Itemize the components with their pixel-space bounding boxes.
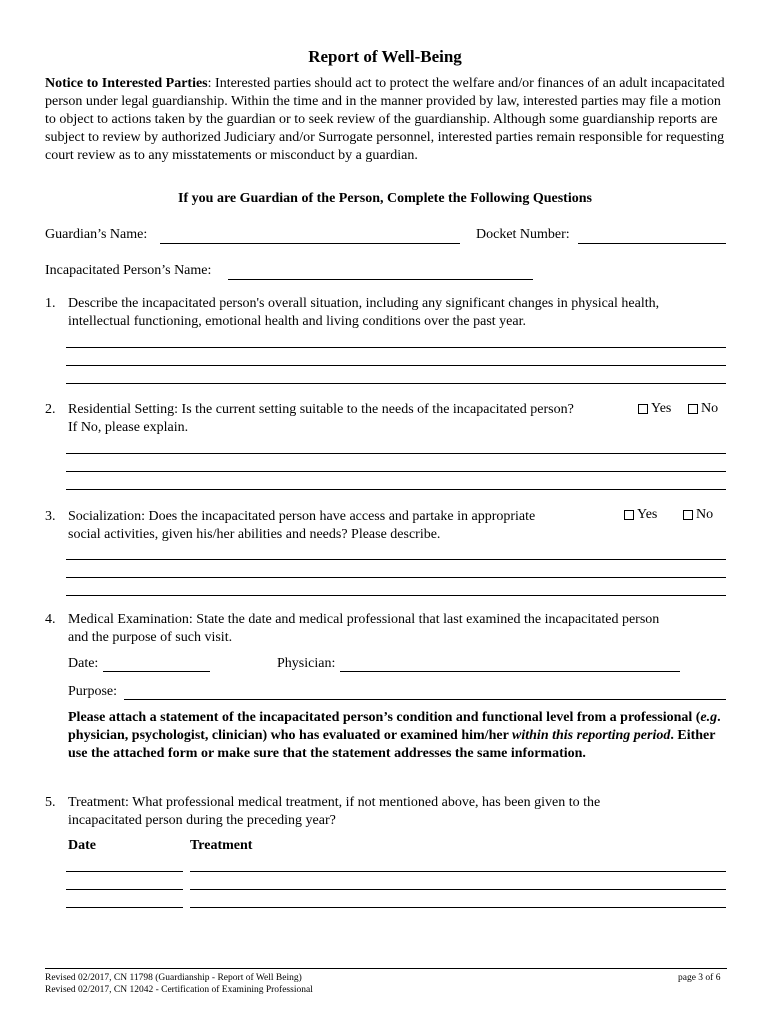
question-number: 3.	[45, 509, 56, 524]
answer-line[interactable]	[66, 471, 726, 472]
answer-line[interactable]	[66, 595, 726, 596]
treatment-date-field[interactable]	[66, 871, 183, 872]
answer-line[interactable]	[66, 347, 726, 348]
guardian-name-field[interactable]	[160, 243, 460, 244]
question-5	[45, 794, 735, 834]
residential-no-checkbox[interactable]	[688, 401, 718, 417]
guardian-name-label: Guardian’s Name:	[45, 227, 148, 242]
checkbox-label: No	[696, 507, 714, 522]
answer-line[interactable]	[66, 383, 726, 384]
treatment-date-field[interactable]	[66, 907, 183, 908]
question-number: 4.	[45, 612, 56, 627]
checkbox-square[interactable]	[624, 510, 634, 520]
question-text: Describe the incapacitated person's overall situation, including any significant changes in physical health, intellectual functioning, emotional health and living conditions over the past year.	[68, 296, 660, 329]
residential-yes-checkbox[interactable]	[638, 401, 671, 417]
treatment-date-field[interactable]	[66, 889, 183, 890]
question-text: Treatment: What professional medical treatment, if not mentioned above, has been given to the incapacitated person during the preceding year?	[68, 795, 601, 828]
notice-body: : Interested parties should act to protect the welfare and/or finances of an adult incapacitated person under legal guardianship. Within the time and in the manner provided by law, interested parties may file a motion to object to actions taken by the guardian or to seek review of the guardianship. Although some guardianship reports are subject to review by authorized Judiciary and/or Surrogate personnel, interested parties remain responsible for requesting court review as to any misstatements or misconduct by a guardian.	[45, 76, 725, 163]
treatment-field[interactable]	[190, 889, 726, 890]
question-text: Medical Examination: State the date and medical professional that last examined the incapacitated person and the purpose of such visit.	[68, 612, 660, 645]
footer-revision: Revised 02/2017, CN 11798 (Guardianship - Report of Well Being) Revised 02/2017, CN 12042 - Certification of Examining Professional	[45, 973, 313, 995]
physician-label: Physician:	[277, 656, 336, 671]
purpose-label: Purpose:	[68, 684, 117, 699]
question-number: 5.	[45, 795, 56, 810]
physician-field[interactable]	[340, 671, 680, 672]
date-label: Date:	[68, 656, 99, 671]
checkbox-label: Yes	[637, 507, 658, 522]
footer-divider	[45, 968, 727, 969]
incapacitated-name-field[interactable]	[228, 279, 533, 280]
question-text: Socialization: Does the incapacitated person have access and partake in appropriate social activities, given his/her abilities and needs? Please describe.	[68, 509, 536, 542]
treatment-field[interactable]	[190, 907, 726, 908]
answer-line[interactable]	[66, 559, 726, 560]
notice-paragraph	[45, 75, 735, 165]
answer-line[interactable]	[66, 365, 726, 366]
treatment-field[interactable]	[190, 871, 726, 872]
checkbox-label: Yes	[651, 401, 672, 416]
docket-number-field[interactable]	[578, 243, 726, 244]
question-number: 1.	[45, 296, 56, 311]
answer-line[interactable]	[66, 489, 726, 490]
socialization-yes-checkbox[interactable]	[624, 507, 657, 523]
page-title: Report of Well-Being	[308, 47, 462, 66]
question-3	[45, 508, 605, 548]
docket-number-label: Docket Number:	[476, 227, 570, 242]
answer-line[interactable]	[66, 453, 726, 454]
incapacitated-name-label: Incapacitated Person’s Name:	[45, 263, 212, 278]
checkbox-square[interactable]	[683, 510, 693, 520]
answer-line[interactable]	[66, 577, 726, 578]
question-text: Residential Setting: Is the current setting suitable to the needs of the incapacitated person? If No, please explain.	[68, 402, 574, 435]
date-column-header: Date	[68, 838, 96, 853]
purpose-field[interactable]	[124, 699, 726, 700]
checkbox-label: No	[701, 401, 719, 416]
section-subheading: If you are Guardian of the Person, Complete the Following Questions	[178, 191, 592, 206]
question-2	[45, 401, 635, 441]
question-1	[45, 295, 735, 335]
page-number: page 3 of 6	[678, 973, 721, 983]
notice-lead: Notice to Interested Parties	[45, 76, 208, 91]
attach-statement-instruction: Please attach a statement of the incapacitated person’s condition and functional level from a professional (e.g. physician, psychologist, clinician) who has evaluated or examined him/her within this reporting period. Either use the attached form or make sure that the statement addresses the same information.	[68, 710, 721, 761]
question-number: 2.	[45, 402, 56, 417]
treatment-column-header: Treatment	[190, 838, 253, 853]
socialization-no-checkbox[interactable]	[683, 507, 713, 523]
question-4	[45, 611, 735, 651]
exam-date-field[interactable]	[103, 671, 210, 672]
checkbox-square[interactable]	[688, 404, 698, 414]
checkbox-square[interactable]	[638, 404, 648, 414]
